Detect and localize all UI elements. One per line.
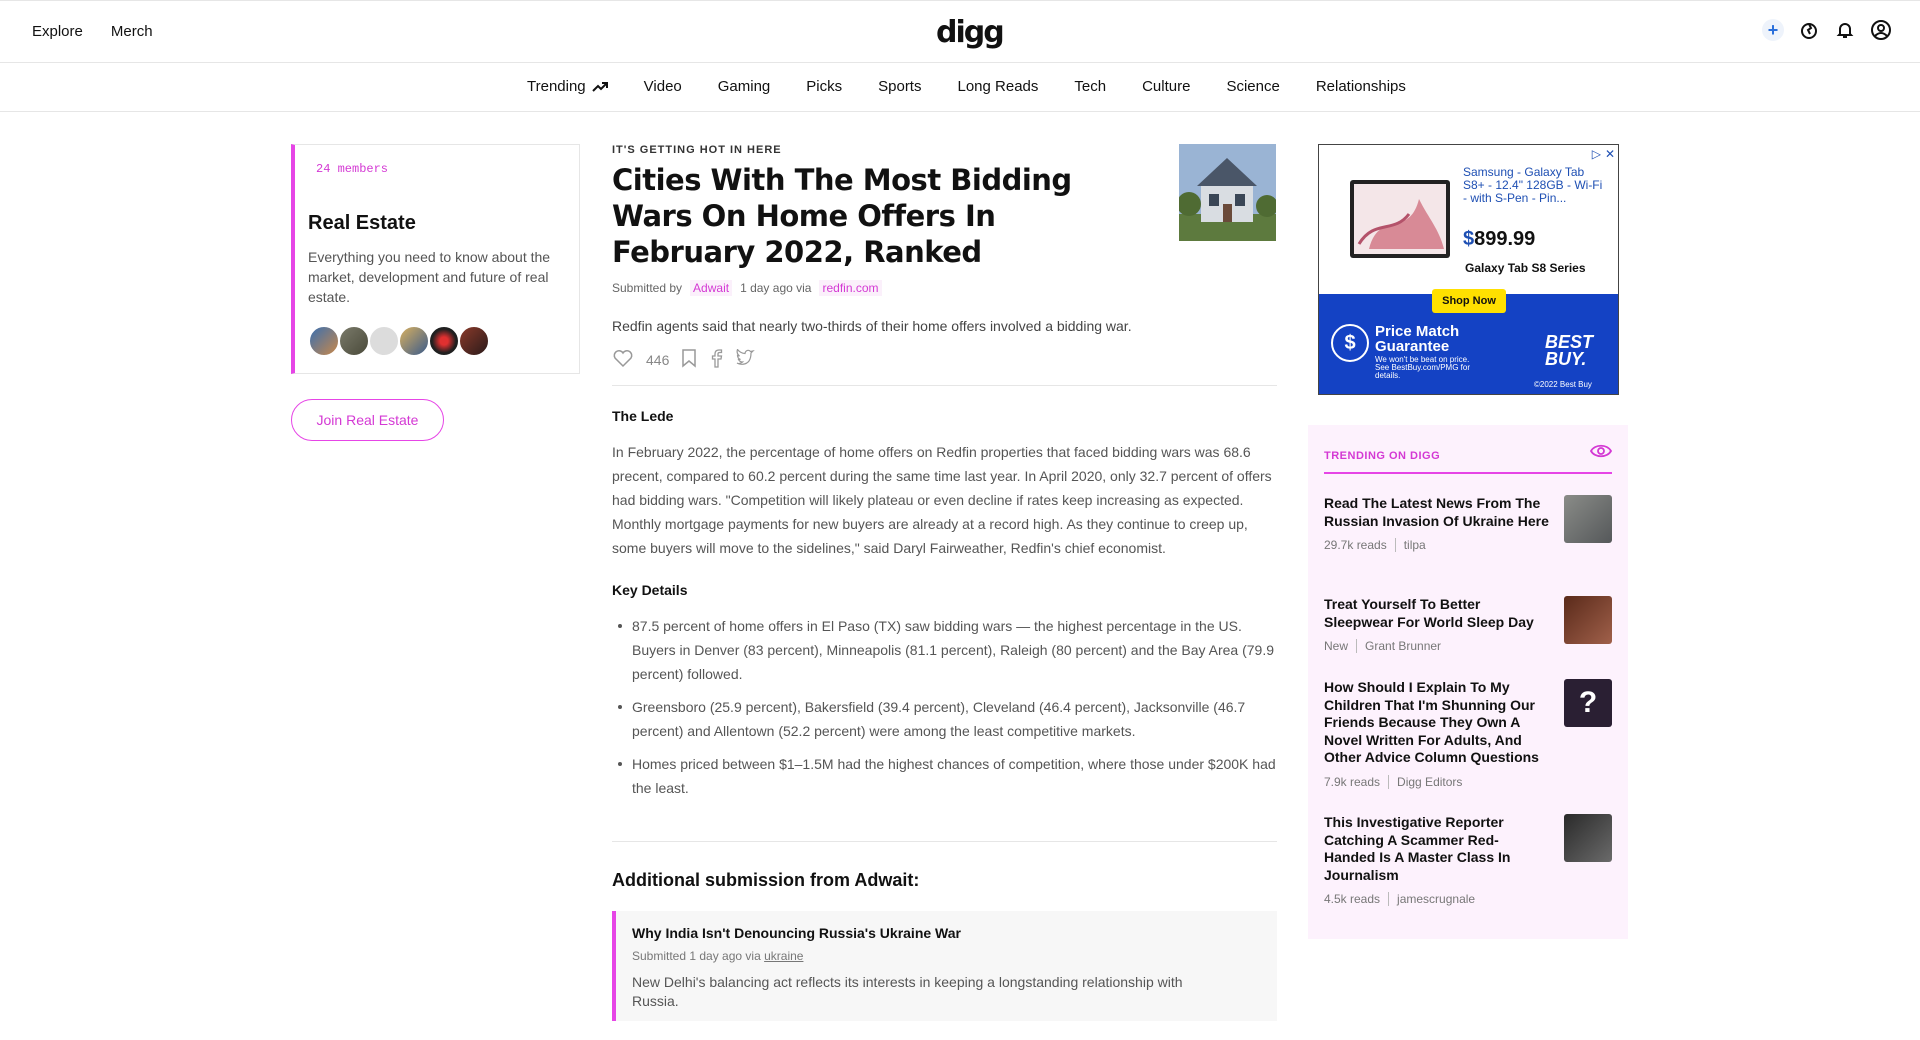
submission-title[interactable]: Why India Isn't Denouncing Russia's Ukraine War: [632, 925, 961, 941]
tablet-image: [1349, 179, 1451, 259]
submitted-by-label: Submitted by: [612, 281, 683, 295]
trending-title[interactable]: Read The Latest News From The Russian Invasion Of Ukraine Here: [1324, 495, 1549, 529]
article-thumbnail[interactable]: [1179, 144, 1276, 241]
article-meta: [612, 280, 1277, 296]
ad-product-area: [1319, 145, 1618, 294]
top-right-actions: [1762, 19, 1892, 41]
facebook-icon[interactable]: [709, 348, 723, 371]
ad-copyright: ©2022 Best Buy: [1534, 380, 1592, 389]
time-via: 1 day ago via: [740, 281, 812, 295]
divider: [612, 841, 1277, 842]
trending-stat: 7.9k reads: [1324, 774, 1381, 789]
trending-meta: [1324, 775, 1612, 789]
key-details-heading: Key Details: [612, 582, 688, 598]
heart-icon[interactable]: [612, 348, 634, 371]
lede-heading: The Lede: [612, 408, 674, 424]
ad-price-value: 899.99: [1474, 228, 1536, 250]
bell-icon[interactable]: [1834, 19, 1856, 41]
close-icon[interactable]: ✕: [1604, 147, 1615, 161]
avatar[interactable]: [338, 325, 370, 357]
ad-price-match-details: We won't be beat on price. See BestBuy.com/PMG for details.: [1375, 355, 1470, 380]
category-gaming[interactable]: Gaming: [717, 78, 771, 95]
category-long-reads[interactable]: Long Reads: [957, 78, 1039, 95]
community-title[interactable]: Real Estate: [308, 212, 416, 234]
question-mark-icon[interactable]: ?: [1564, 679, 1612, 727]
join-community-button[interactable]: Join Real Estate: [291, 399, 444, 441]
trending-author[interactable]: Digg Editors: [1397, 774, 1463, 789]
trending-author[interactable]: tilpa: [1403, 538, 1426, 552]
trending-thumbnail[interactable]: [1564, 495, 1612, 543]
ad-price-symbol: $: [1463, 228, 1475, 250]
trending-author[interactable]: Grant Brunner: [1365, 639, 1442, 653]
trending-title[interactable]: Treat Yourself To Better Sleepwear For World Sleep Day: [1324, 596, 1534, 630]
twitter-icon[interactable]: [735, 349, 757, 370]
trending-stat: New: [1324, 639, 1349, 653]
list-item: Homes priced between $1–1.5M had the highest chances of competition, where those under $200K had the least.: [612, 752, 1277, 800]
additional-submission-heading: Additional submission from Adwait:: [612, 870, 920, 890]
avatar[interactable]: [368, 325, 400, 357]
trending-up-icon: [592, 81, 608, 93]
divider: [1395, 538, 1396, 552]
category-video[interactable]: Video: [643, 78, 682, 95]
trending-thumbnail[interactable]: [1564, 596, 1612, 644]
avatar[interactable]: [428, 325, 460, 357]
category-picks[interactable]: Picks: [806, 78, 843, 95]
ad-choices[interactable]: [1592, 147, 1615, 161]
member-count: 24 members: [316, 162, 389, 176]
submission-meta: [632, 949, 1261, 963]
trending-stat: 29.7k reads: [1324, 538, 1387, 552]
category-sports[interactable]: Sports: [878, 78, 922, 95]
trending-item[interactable]: [1324, 495, 1612, 552]
plus-icon[interactable]: +: [1762, 19, 1784, 41]
explore-link[interactable]: Explore: [32, 23, 83, 40]
divider: [1356, 639, 1357, 653]
article-title[interactable]: Cities With The Most Bidding Wars On Home Offers In February 2022, Ranked: [612, 163, 1072, 269]
community-description: Everything you need to know about the market, development and future of real estate.: [308, 249, 551, 305]
trending-panel: [1308, 425, 1628, 939]
trending-title[interactable]: This Investigative Reporter Catching A Scammer Red-Handed Is A Master Class In Journalism: [1324, 814, 1511, 883]
key-details-list: [612, 614, 1277, 800]
article-actions: [612, 348, 1277, 386]
top-left-nav: [32, 23, 153, 40]
like-count: 446: [646, 351, 670, 368]
trending-item[interactable]: [1324, 679, 1612, 789]
avatar[interactable]: [398, 325, 430, 357]
category-label: Trending: [527, 78, 586, 95]
divider: [1388, 775, 1389, 789]
eye-icon[interactable]: [1590, 443, 1612, 464]
author-link[interactable]: Adwait: [690, 280, 732, 296]
trending-author[interactable]: jamescrugnale: [1397, 892, 1476, 906]
account-icon[interactable]: [1870, 19, 1892, 41]
top-bar: [0, 0, 1920, 63]
trending-meta: [1324, 892, 1612, 906]
trending-item[interactable]: [1324, 596, 1612, 653]
list-item: Greensboro (25.9 percent), Bakersfield (39.4 percent), Cleveland (46.4 percent), Jacksonville (46.7 percent) and Allentown (52.2 percent) were among the least competitive markets.: [612, 695, 1277, 743]
flame-icon[interactable]: [1798, 19, 1820, 41]
ad-price-match: Price Match Guarantee: [1375, 323, 1460, 355]
merch-link[interactable]: Merch: [110, 23, 153, 40]
community-card: [291, 144, 580, 374]
avatar[interactable]: [458, 325, 490, 357]
submission-description: New Delhi's balancing act reflects its interests in keeping a longstanding relationship with Russia.: [632, 974, 1183, 1009]
dollar-icon: $: [1331, 324, 1369, 362]
category-tech[interactable]: Tech: [1074, 78, 1107, 95]
ad-product-name[interactable]: Samsung - Galaxy Tab S8+ - 12.4" 128GB - Wi-Fi - with S-Pen - Pin...: [1463, 165, 1603, 205]
trending-stat: 4.5k reads: [1324, 892, 1381, 906]
trending-header: [1324, 446, 1612, 474]
submission-source-link[interactable]: ukraine: [764, 949, 804, 963]
avatar[interactable]: [308, 325, 340, 357]
category-culture[interactable]: Culture: [1142, 78, 1191, 95]
category-science[interactable]: Science: [1226, 78, 1280, 95]
submission-meta-prefix: Submitted 1 day ago via: [632, 949, 761, 963]
article: [612, 144, 1277, 1021]
trending-title[interactable]: How Should I Explain To My Children That I'm Shunning Our Friends Because They Own A Novel Written For Adults, And Other Advice Column Questions: [1324, 679, 1539, 765]
digg-logo[interactable]: digg: [936, 15, 1003, 50]
shop-now-button[interactable]: Shop Now: [1432, 289, 1506, 313]
ad-series: Galaxy Tab S8 Series: [1465, 261, 1586, 275]
best-buy-logo: BEST BUY.: [1545, 332, 1594, 369]
list-item: 87.5 percent of home offers in El Paso (TX) saw bidding wars — the highest percentage in the US. Buyers in Denver (83 percent), Minneapolis (81.1 percent), Raleigh (80 percent) and the Bay Area (79.9 percent) followed.: [612, 614, 1277, 686]
category-relationships[interactable]: Relationships: [1315, 78, 1406, 95]
ad-price: [1463, 228, 1535, 251]
member-avatars: [308, 325, 488, 357]
category-trending[interactable]: [527, 78, 608, 95]
lede-text: In February 2022, the percentage of home offers on Redfin properties that faced bidding wars was 68.6 precent, compared to 60.2 percent during the same time last year. In April 2020, only 32.7 percent of offers had bidding wars. "Competition will likely plateau or even decline if rates keep increasing as expected. Monthly mortgage payments for new buyers are already at a record high. As they continue to creep up, some buyers will move to the sidelines," said Daryl Fairweather, Redfin's chief economist.: [612, 444, 1272, 556]
source-link[interactable]: redfin.com: [819, 280, 881, 296]
trending-thumbnail[interactable]: [1564, 814, 1612, 862]
bookmark-icon[interactable]: [681, 348, 697, 371]
article-kicker: IT'S GETTING HOT IN HERE: [612, 144, 782, 156]
trending-label: TRENDING ON DIGG: [1324, 450, 1441, 462]
ad-choices-icon[interactable]: ▷: [1591, 147, 1601, 161]
divider: [1388, 892, 1389, 906]
category-nav: [0, 63, 1920, 112]
additional-submission-card[interactable]: [612, 911, 1277, 1021]
trending-item[interactable]: [1324, 814, 1612, 906]
article-summary: Redfin agents said that nearly two-thirds of their home offers involved a bidding war.: [612, 318, 1132, 334]
advertisement[interactable]: [1318, 144, 1619, 395]
